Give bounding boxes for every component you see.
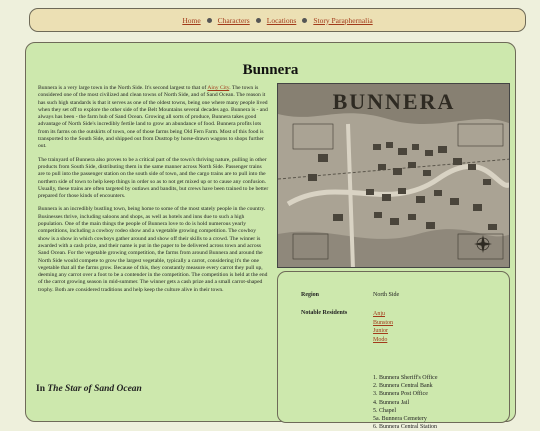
residents-label: Notable Residents bbox=[301, 310, 348, 316]
section-heading: In The Star of Sand Ocean bbox=[36, 384, 142, 394]
place-item: 3. Bunnera Post Office bbox=[373, 391, 428, 398]
place-item: 6. Bunnera Central Station bbox=[373, 424, 437, 431]
town-map-image bbox=[277, 83, 510, 268]
nav-link-characters[interactable]: Characters bbox=[217, 15, 250, 25]
resident-link-bunston[interactable]: Bunston bbox=[373, 319, 394, 326]
paragraph-3: Bunnera is an incredibly bustling town, being home to some of the most stately people in the country. Businesses thrive, including saloons and shops, as well as hotels and inns due to such a high population. One of the main things the people of Bunnera love to do is hold numerous yearly competitions, including a cowboy rodeo show and a vegetable growing competition. The cowboy show is a show in which cowboys gather around and show off their skills to a crowd. The winner is awarded with a cash prize, and their name is put in the paper to be delivered across town and across Sand Ocean. For the vegetable growing competition, the farms from around Bunnera and around the North Side would compete to grow the largest vegetable, typically a carrot, considering it's the one vegetable that all the farms grow. Because of this, they constantly measure every carrot they pull up, deeming any carrot over a foot to be a contender in the competition. The competition is held at the end of the carrot growing season in mid-summer. The winner gets a cash prize and a small carrot-shaped trophy. Both are considered traditions and help keep the culture alive in their town. bbox=[38, 206, 268, 293]
link-ainy-city[interactable]: Ainy City bbox=[207, 85, 230, 91]
nav-separator-icon bbox=[256, 18, 261, 23]
info-box bbox=[277, 271, 510, 431]
nav-separator-icon bbox=[302, 18, 307, 23]
resident-link-junior[interactable]: Junior bbox=[373, 328, 388, 334]
map-title: BUNNERA bbox=[332, 89, 456, 114]
resident-link-modo[interactable]: Modo bbox=[373, 336, 388, 343]
place-item: 1. Bunnera Sheriff's Office bbox=[373, 375, 438, 381]
map-illustration bbox=[278, 84, 510, 268]
nav-link-story-paraphernalia[interactable]: Story Paraphernalia bbox=[313, 15, 373, 25]
residents-list bbox=[373, 310, 393, 344]
nav-separator-icon bbox=[207, 18, 212, 23]
page-title: Bunnera bbox=[242, 62, 299, 78]
place-item: 5a. Bunnera Cemetery bbox=[373, 416, 427, 423]
nav-link-home[interactable]: Home bbox=[182, 15, 201, 25]
main-panel bbox=[25, 42, 516, 431]
resident-link-anju[interactable]: Anju bbox=[373, 311, 385, 317]
paragraph-2: The trainyard of Bunnera also proves to be a critical part of the town's thriving nature, pulling in other products from South Side, distributing them in the same manner across North Side. Passenger trains are to pull into the passenger station on the south side of town, and the cargo trains are to pull into the northern side of town to help keep things in order so as to not get mixed up or to cause any confusion. Usually, these trains are often targeted by outlaws and bandits, but crews have been trained to be better prepared for those kinds of encounters. bbox=[38, 156, 269, 200]
place-item: 2. Bunnera Central Bank bbox=[373, 383, 433, 390]
region-label: Region bbox=[301, 292, 319, 298]
place-item: 4. Bunnera Jail bbox=[373, 399, 410, 406]
paragraph-1: Bunnera is a very large town in the North Side. It's second largest to that of Ainy City. The town is considered one of the most civilized and clean towns of North Side, and of Sand Ocean. The reason it has such high standards is that it serves as one of the oldest towns, being one where many people lived when they set off to explore the other side of the Belt Mountains several decades ago. Bunnera is - and always has been - the farm hub of Sand Ocean. Growing all sorts of produce, Bunnera takes good advantage of North Side's incredibly fertile land to grow an abundance of food. Bunnera profits lots from its farms on the outskirts of town, one of those farms being Old Fern Farm. Most of this food is transported to the South Side, and shipped out from Dusttop by horse-drawn wagons to shops further out. bbox=[38, 85, 268, 150]
story-title: The Star of Sand Ocean bbox=[47, 384, 142, 394]
top-nav bbox=[29, 8, 526, 32]
place-item: 5. Chapel bbox=[373, 407, 396, 414]
places-list bbox=[373, 374, 438, 431]
nav-link-locations[interactable]: Locations bbox=[266, 15, 297, 25]
article-body bbox=[38, 85, 269, 300]
region-value: North Side bbox=[373, 292, 400, 298]
